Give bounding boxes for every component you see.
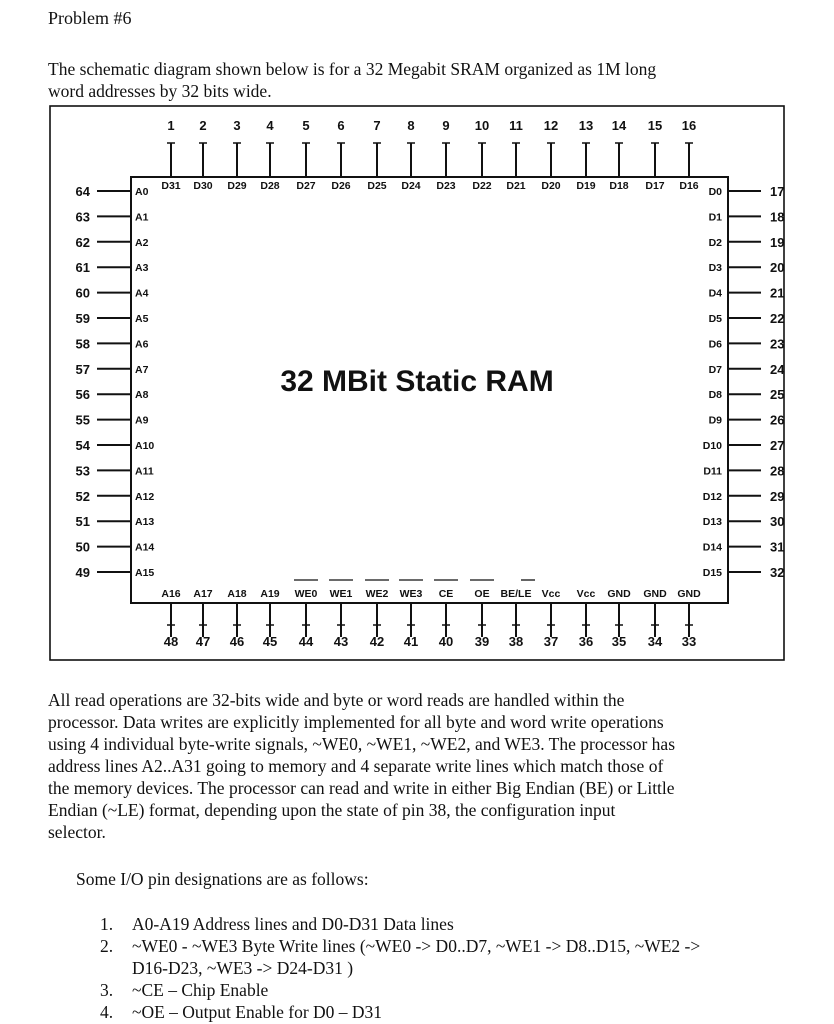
right-signal-label: D13 <box>702 516 722 529</box>
list-number: 3. <box>100 980 114 1000</box>
list-number: 1. <box>100 914 114 934</box>
list-text: ~WE0 - ~WE3 Byte Write lines (~WE0 -> D0..D7, ~WE1 -> D8..D15, ~WE2 -> <box>132 936 701 956</box>
top-pin-number: 9 <box>442 118 450 133</box>
right-signal-label: D10 <box>702 440 722 452</box>
top-signal-label: D27 <box>296 180 316 192</box>
sram-schematic <box>49 105 785 661</box>
top-signal-label: D31 <box>161 180 181 192</box>
right-signal-label: D12 <box>702 490 722 503</box>
right-pin-number: 24 <box>770 361 785 377</box>
list-item <box>100 913 700 935</box>
bottom-signal-label: WE2 <box>365 588 389 600</box>
body-line: All read operations are 32-bits wide and byte or word reads are handled within the <box>48 690 625 710</box>
left-pin-number: 57 <box>75 361 90 377</box>
left-pin-number: 54 <box>75 438 90 453</box>
top-signal-label: D19 <box>576 180 596 192</box>
top-pin-number: 6 <box>337 118 345 133</box>
body-line: Endian (~LE) format, depending upon the state of pin 38, the configuration input <box>48 800 616 820</box>
right-pin-number: 17 <box>770 184 785 199</box>
right-pin-number: 20 <box>770 260 785 276</box>
top-signal-label: D26 <box>331 180 351 192</box>
top-pin-number: 1 <box>167 118 175 133</box>
top-signal-label: D17 <box>645 180 665 192</box>
top-pin-number: 7 <box>373 118 381 133</box>
bottom-signal-label: A18 <box>227 588 247 600</box>
pin-designations-heading: Some I/O pin designations are as follows: <box>76 869 369 889</box>
list-item <box>100 979 700 1001</box>
bottom-pin-number: 39 <box>474 634 490 649</box>
right-signal-label: D0 <box>708 186 722 198</box>
list-text-continued: D16-D23, ~WE3 -> D24-D31 ) <box>132 958 354 978</box>
right-pin-number: 22 <box>770 311 785 326</box>
intro-line: word addresses by 32 bits wide. <box>48 81 272 101</box>
bottom-signal-label: A17 <box>193 588 213 600</box>
bottom-pin-number: 33 <box>681 634 697 649</box>
top-pin-number: 16 <box>681 118 697 133</box>
right-pin-number: 32 <box>770 565 785 580</box>
left-pin-number: 64 <box>75 184 90 199</box>
right-signal-label: D8 <box>708 389 722 402</box>
description-paragraph <box>48 689 768 843</box>
bottom-pin-number: 42 <box>369 634 385 649</box>
bottom-signal-label: CE <box>438 588 454 600</box>
left-signal-label: A3 <box>135 262 149 275</box>
list-item <box>100 1001 700 1023</box>
bottom-signal-label: A16 <box>161 588 181 600</box>
bottom-signal-label: GND <box>643 588 667 600</box>
top-signal-label: D20 <box>541 180 561 192</box>
right-signal-label: D6 <box>708 338 722 351</box>
bottom-pin-number: 41 <box>403 634 419 649</box>
top-signal-label: D22 <box>472 180 492 192</box>
left-pin-number: 49 <box>75 565 90 580</box>
right-pin-number: 26 <box>770 412 785 428</box>
list-number: 4. <box>100 1002 114 1022</box>
right-pin-number: 21 <box>770 285 785 301</box>
bottom-pin-number: 34 <box>647 634 663 649</box>
left-signal-label: A2 <box>135 236 149 249</box>
left-signal-label: A11 <box>135 465 154 478</box>
right-pin-number: 30 <box>770 514 785 530</box>
top-signal-label: D23 <box>436 180 456 192</box>
top-pin-number: 3 <box>233 118 241 133</box>
sram-schematic-figure <box>49 105 785 661</box>
right-signal-label: D3 <box>708 262 722 275</box>
right-signal-label: D1 <box>708 211 722 224</box>
top-pin-number: 15 <box>647 118 663 133</box>
right-pin-number: 31 <box>770 539 785 555</box>
left-signal-label: A13 <box>135 516 155 529</box>
body-line: selector. <box>48 822 106 842</box>
right-pin-number: 29 <box>770 488 785 504</box>
list-item <box>100 935 700 979</box>
bottom-signal-label: GND <box>607 588 631 600</box>
top-pin-number: 2 <box>199 118 207 133</box>
left-signal-label: A12 <box>135 490 155 503</box>
bottom-pin-number: 40 <box>438 634 454 649</box>
top-pin-number: 12 <box>543 118 559 133</box>
right-signal-label: D11 <box>703 465 722 478</box>
bottom-pin-number: 44 <box>298 634 314 649</box>
body-line: using 4 individual byte-write signals, ~WE0, ~WE1, ~WE2, and WE3. The processor has <box>48 734 676 754</box>
top-pin-number: 10 <box>474 118 490 133</box>
left-pin-number: 58 <box>75 336 90 352</box>
bottom-signal-label: BE/LE <box>500 588 532 600</box>
top-pin-number: 5 <box>302 118 310 133</box>
right-pin-number: 25 <box>770 387 785 403</box>
right-signal-label: D14 <box>702 541 722 554</box>
list-text: ~OE – Output Enable for D0 – D31 <box>132 1002 383 1022</box>
list-number: 2. <box>100 936 114 956</box>
left-signal-label: A8 <box>135 389 149 402</box>
bottom-pin-number: 36 <box>578 634 594 649</box>
left-signal-label: A9 <box>135 414 149 427</box>
top-signal-label: D25 <box>367 180 387 192</box>
left-signal-label: A4 <box>135 287 149 300</box>
intro-paragraph <box>48 58 748 102</box>
left-pin-number: 50 <box>75 539 90 555</box>
bottom-signal-label: Vcc <box>541 588 561 600</box>
left-signal-label: A5 <box>135 313 149 325</box>
top-signal-label: D21 <box>506 180 526 192</box>
list-text: ~CE – Chip Enable <box>132 980 269 1000</box>
top-pin-number: 11 <box>509 118 523 133</box>
bottom-pin-number: 48 <box>163 634 179 649</box>
top-pin-number: 14 <box>611 118 627 133</box>
left-pin-number: 59 <box>75 311 90 326</box>
bottom-pin-number: 35 <box>611 634 627 649</box>
right-signal-label: D2 <box>708 236 722 249</box>
top-signal-label: D28 <box>260 180 280 192</box>
bottom-pin-number: 47 <box>195 634 211 649</box>
bottom-pin-number: 43 <box>333 634 349 649</box>
right-signal-label: D9 <box>708 414 722 427</box>
top-signal-label: D29 <box>227 180 247 192</box>
body-line: address lines A2..A31 going to memory and 4 separate write lines which match those of <box>48 756 664 776</box>
bottom-signal-label: WE1 <box>329 588 353 600</box>
left-pin-number: 62 <box>75 234 90 250</box>
bottom-signal-label: GND <box>677 588 701 600</box>
top-pin-number: 13 <box>578 118 594 133</box>
left-pin-number: 51 <box>75 514 90 530</box>
top-signal-label: D16 <box>679 180 699 192</box>
bottom-signal-label: Vcc <box>576 588 596 600</box>
right-signal-label: D15 <box>702 567 722 579</box>
left-signal-label: A6 <box>135 338 149 351</box>
body-line: the memory devices. The processor can read and write in either Big Endian (BE) or Little <box>48 778 675 798</box>
left-pin-number: 61 <box>75 260 90 276</box>
left-pin-number: 63 <box>75 209 90 225</box>
bottom-signal-label: A19 <box>260 588 280 600</box>
left-signal-label: A1 <box>135 211 149 224</box>
right-signal-label: D4 <box>708 287 722 300</box>
right-pin-number: 28 <box>770 463 785 479</box>
pin-designation-list <box>100 913 700 1023</box>
list-text: A0-A19 Address lines and D0-D31 Data lines <box>132 914 454 934</box>
bottom-pin-number: 37 <box>543 634 559 649</box>
bottom-signal-label: WE3 <box>399 588 423 600</box>
left-signal-label: A0 <box>135 186 149 198</box>
right-pin-number: 27 <box>770 438 785 453</box>
left-pin-number: 60 <box>75 285 90 301</box>
right-pin-number: 23 <box>770 336 785 352</box>
right-signal-label: D7 <box>708 363 722 376</box>
bottom-signal-label: WE0 <box>294 588 318 600</box>
left-signal-label: A15 <box>135 567 155 579</box>
top-pin-number: 4 <box>266 118 274 133</box>
left-signal-label: A7 <box>135 363 149 376</box>
right-pin-number: 19 <box>770 234 785 250</box>
body-line: processor. Data writes are explicitly implemented for all byte and word write operations <box>48 712 664 732</box>
top-signal-label: D18 <box>609 180 629 192</box>
bottom-signal-label: OE <box>474 588 490 600</box>
left-pin-number: 52 <box>75 488 90 504</box>
left-pin-number: 53 <box>75 463 90 479</box>
top-pin-number: 8 <box>407 118 415 133</box>
bottom-pin-number: 46 <box>229 634 245 649</box>
bottom-pin-number: 45 <box>262 634 278 649</box>
left-signal-label: A14 <box>135 541 155 554</box>
top-signal-label: D30 <box>193 180 213 192</box>
left-pin-number: 55 <box>75 412 90 428</box>
left-signal-label: A10 <box>135 440 155 452</box>
left-pin-number: 56 <box>75 387 90 403</box>
top-signal-label: D24 <box>401 180 421 192</box>
intro-line: The schematic diagram shown below is for a 32 Megabit SRAM organized as 1M long <box>48 59 657 79</box>
bottom-pin-number: 38 <box>508 634 524 649</box>
problem-title: Problem #6 <box>48 8 132 28</box>
right-signal-label: D5 <box>708 313 722 325</box>
chip-label: 32 MBit Static RAM <box>280 365 554 398</box>
right-pin-number: 18 <box>770 209 785 225</box>
